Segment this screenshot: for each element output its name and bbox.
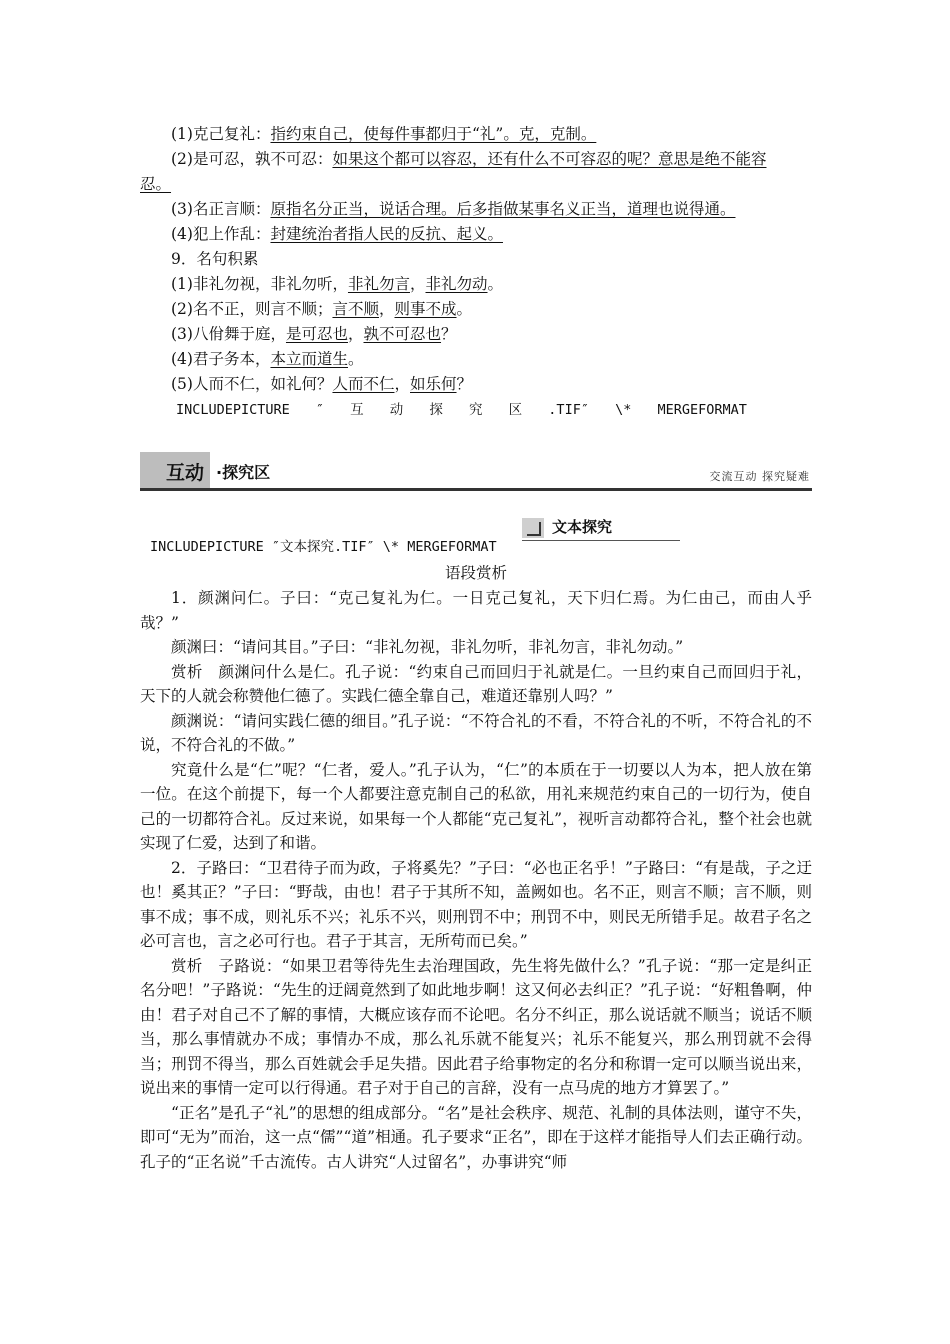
paragraph: 2．子路曰：“卫君待子而为政，子将奚先？”子曰：“必也正名乎！”子路曰：“有是哉，子之迂也！奚其正？”子曰：“野哉，由也！君子于其所不知，盖阙如也。名不正，则言不顺；言不顺，则事不成；事不成，则礼乐不兴；礼乐不兴，则刑罚不中；刑罚不中，则民无所错手足。故君子名之必可言也，言之必可行也。君子于其言，无所苟而已矣。” bbox=[140, 858, 812, 950]
paragraph: 1．颜渊问仁。子曰：“克己复礼为仁。一日克己复礼，天下归仁焉。为仁由己，而由人乎哉？” bbox=[140, 589, 812, 632]
quote-answer: 非礼勿动 bbox=[425, 275, 488, 293]
quote-text: (5)人而不仁，如礼何？ bbox=[171, 375, 333, 393]
quote-text: (1)非礼勿视，非礼勿听， bbox=[171, 275, 348, 293]
paragraph: “正名”是孔子“礼”的思想的组成部分。“名”是社会秩序、规范、礼制的具体法则，谨守不失，即可“无为”而治，这一点“儒”“道”相通。孔子要求“正名”，即在于这样才能指导人们去正确行动。孔子的“正名说”千古流传。古人讲究“人过留名”，办事讲究“师 bbox=[140, 1103, 812, 1171]
vocab-item-2-cont bbox=[140, 172, 812, 196]
quote-text: (4)君子务本， bbox=[171, 350, 271, 368]
section-9-title: 9．名句积累 bbox=[171, 250, 259, 268]
quote-text: ？ bbox=[456, 375, 473, 393]
vocab-answer: 如果这个都可以容忍，还有什么不可容忍的呢？意思是绝不能容 bbox=[332, 150, 767, 168]
banner-tab bbox=[140, 452, 210, 488]
vocab-term: (2)是可忍，孰不可忍： bbox=[171, 150, 333, 168]
vocab-item-1 bbox=[140, 122, 812, 146]
banner-subtitle: ·探究区 bbox=[216, 463, 271, 482]
paragraph: 颜渊曰：“请问其目。”子曰：“非礼勿视，非礼勿听，非礼勿言，非礼勿动。” bbox=[171, 638, 684, 656]
quote-text: 。 bbox=[347, 350, 364, 368]
include-picture-field-1: INCLUDEPICTURE ″ 互 动 探 究 区 .TIF″ \* MERGEFORMAT bbox=[176, 402, 747, 418]
vocab-item-4 bbox=[140, 222, 812, 246]
quote-text: 。 bbox=[487, 275, 504, 293]
paragraph: 颜渊说：“请问实践仁德的细目。”孔子说：“不符合礼的不看，不符合礼的不听，不符合礼的不说，不符合礼的不做。” bbox=[140, 711, 812, 754]
vocab-answer: 指约束自己，使每件事都归于“礼”。克，克制。 bbox=[270, 125, 597, 143]
quote-text: ， bbox=[378, 300, 395, 318]
quote-answer: 是可忍也 bbox=[285, 325, 348, 343]
heading-badge bbox=[522, 516, 680, 542]
paragraph: 赏析 子路说：“如果卫君等待先生去治理国政，先生将先做什么？”孔子说：“那一定是纠正名分吧！”子路说：“先生的迂阔竟然到了如此地步啊！这又何必去纠正？”孔子说：“好粗鲁啊，仲由！君子对自己不了解的事情，大概应该存而不论吧。名分不纠正，那么说话就不顺当；说话不顺当，那么事情就办不成；事情办不成，那么礼乐就不能复兴；礼乐不能复兴，那么刑罚就不会得当；刑罚不得当，那么百姓就会手足失措。因此君子给事物定的名分和称谓一定可以顺当说出来，说出来的事情一定可以行得通。君子对于自己的言辞，没有一点马虎的地方才算罢了。” bbox=[140, 956, 812, 1097]
paragraph: 究竟什么是“仁”呢？“仁者，爱人。”孔子认为，“仁”的本质在于一切要以人为本，把人放在第一位。在这个前提下，每一个人都要注意克制自己的私欲，用礼来规范约束自己的一切行为，使自己的一切都符合礼。反过来说，如果每一个人都能“克己复礼”，视听言动都符合礼，整个社会也就实现了仁爱，达到了和谐。 bbox=[140, 760, 812, 852]
subheading: 语段赏析 bbox=[444, 564, 507, 582]
quote-2 bbox=[140, 297, 812, 321]
vocab-term: (4)犯上作乱： bbox=[171, 225, 271, 243]
quote-answer: 则事不成 bbox=[394, 300, 457, 318]
quote-text: ， bbox=[409, 275, 426, 293]
vocab-term: (3)名正言顺： bbox=[171, 200, 271, 218]
paragraph: 赏析 颜渊问什么是仁。孔子说：“约束自己而回归于礼就是仁。一旦约束自己而回归于礼，天下的人就会称赞他仁德了。实践仁德全靠自己，难道还靠别人吗？” bbox=[140, 662, 812, 705]
quote-3 bbox=[140, 322, 812, 346]
banner-title: 互动 bbox=[166, 462, 205, 484]
quote-answer: 非礼勿言 bbox=[347, 275, 410, 293]
vocab-item-2 bbox=[140, 147, 812, 171]
banner-tagline: 交流互动 探究疑难 bbox=[709, 470, 810, 483]
badge-label: 文本探究 bbox=[552, 518, 613, 536]
quote-answer: 本立而道生 bbox=[270, 350, 348, 368]
quote-text: (3)八佾舞于庭， bbox=[171, 325, 286, 343]
body-text bbox=[140, 586, 812, 1174]
badge-underline bbox=[522, 540, 680, 541]
quote-text: ？ bbox=[441, 325, 457, 343]
quote-answer: 孰不可忍也 bbox=[363, 325, 442, 343]
quote-4 bbox=[140, 347, 812, 371]
quote-5 bbox=[140, 372, 812, 396]
include-picture-field-2: INCLUDEPICTURE ″文本探究.TIF″ \* MERGEFORMAT bbox=[150, 539, 497, 555]
quote-text: 。 bbox=[456, 300, 473, 318]
vocab-answer: 封建统治者指人民的反抗、起义。 bbox=[270, 225, 503, 243]
quote-1 bbox=[140, 272, 812, 296]
vocab-term: (1)克己复礼： bbox=[171, 125, 271, 143]
vocab-answer: 原指名分正当，说话合理。后多指做某事名义正当，道理也说得通。 bbox=[270, 200, 736, 218]
vocab-item-3 bbox=[140, 197, 812, 221]
quote-answer: 言不顺 bbox=[332, 300, 379, 318]
quote-answer: 如乐何 bbox=[410, 375, 457, 393]
quote-text: ， bbox=[347, 325, 364, 343]
quote-answer: 人而不仁 bbox=[332, 375, 395, 393]
banner-rule bbox=[140, 488, 812, 491]
quote-text: ， bbox=[394, 375, 410, 393]
vocab-answer-cont: 忍。 bbox=[140, 175, 172, 193]
quote-text: (2)名不正，则言不顺； bbox=[171, 300, 333, 318]
section-banner bbox=[140, 452, 812, 492]
